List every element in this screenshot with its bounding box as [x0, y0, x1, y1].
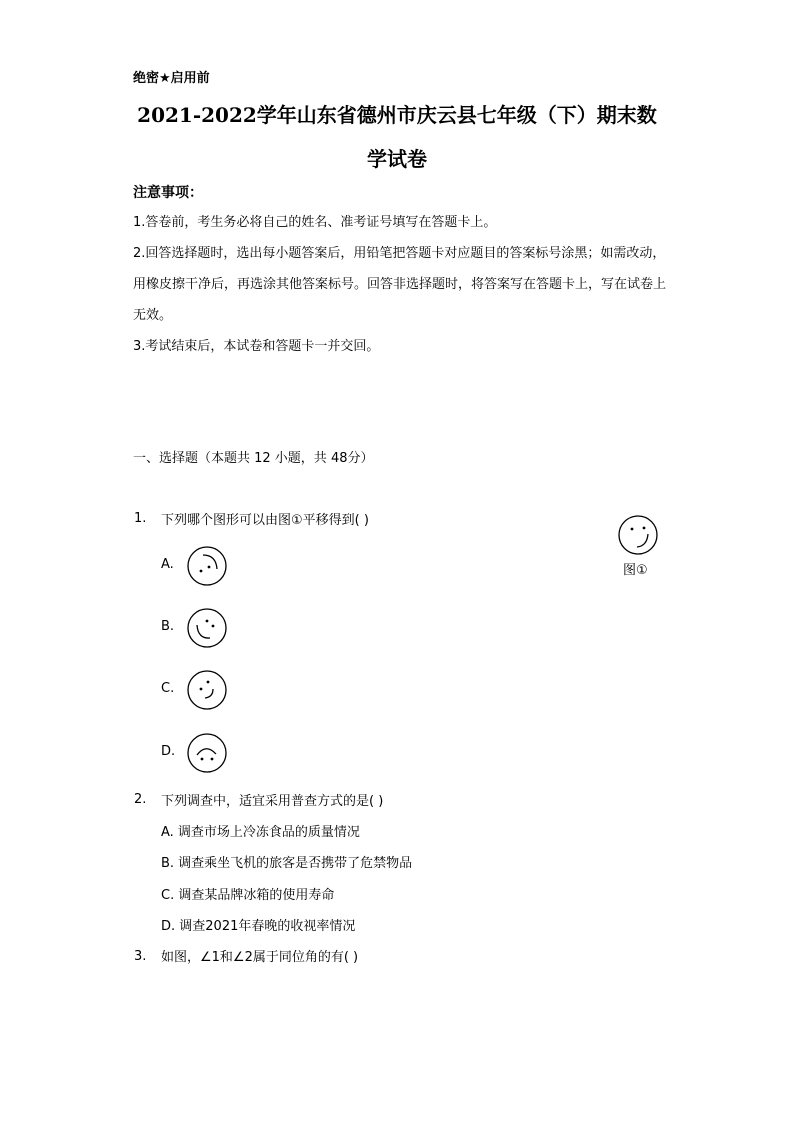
- section-heading: 一、选择题（本题共 12 小题，共 48分）: [133, 451, 374, 466]
- question-3-number: 3.: [134, 949, 147, 964]
- question-2-text: 下列调查中，适宜采用普查方式的是( ): [161, 794, 384, 809]
- q1-option-a-smiley: [186, 545, 228, 587]
- notice-item-3: 3.考试结束后，本试卷和答题卡一并交回。: [133, 339, 380, 354]
- notice-heading: 注意事项：: [133, 185, 203, 201]
- question-1-text: 下列哪个图形可以由图①平移得到( ): [161, 513, 369, 528]
- q1-option-b-smiley: [186, 607, 228, 649]
- q1-option-d-label: D.: [161, 744, 176, 759]
- q1-option-d-smiley: [186, 732, 228, 774]
- confidential-label: 绝密★启用前: [133, 71, 210, 86]
- q1-option-c-label: C.: [161, 681, 175, 696]
- q2-option-c: C. 调查某品牌冰箱的使用寿命: [161, 888, 335, 903]
- figure-1-label: 图①: [623, 563, 648, 578]
- q1-option-c-smiley: [186, 669, 228, 711]
- question-3-text: 如图，∠1和∠2属于同位角的有( ): [161, 950, 359, 965]
- exam-title-line2: 学试卷: [367, 147, 427, 171]
- question-1-number: 1.: [134, 511, 147, 526]
- q1-option-b-label: B.: [161, 619, 175, 634]
- q2-option-b: B. 调查乘坐飞机的旅客是否携带了危禁物品: [161, 856, 413, 871]
- figure-1-smiley: [617, 514, 659, 556]
- notice-item-1: 1.答卷前，考生务必将自己的姓名、准考证号填写在答题卡上。: [133, 215, 497, 230]
- q2-option-d: D. 调查2021年春晚的收视率情况: [161, 919, 356, 934]
- notice-item-2: 2.回答选择题时，选出每小题答案后，用铅笔把答题卡对应题目的答案标号涂黑；如需改动，用橡皮擦干净后，再选涂其他答案标号。回答非选择题时，将答案写在答题卡上，写在试卷上无效。: [133, 246, 667, 323]
- exam-title-line1: 2021-2022学年山东省德州市庆云县七年级（下）期末数: [137, 103, 657, 127]
- q2-option-a: A. 调查市场上冷冻食品的质量情况: [161, 825, 360, 840]
- q1-option-a-label: A.: [161, 557, 174, 572]
- question-2-number: 2.: [134, 792, 147, 807]
